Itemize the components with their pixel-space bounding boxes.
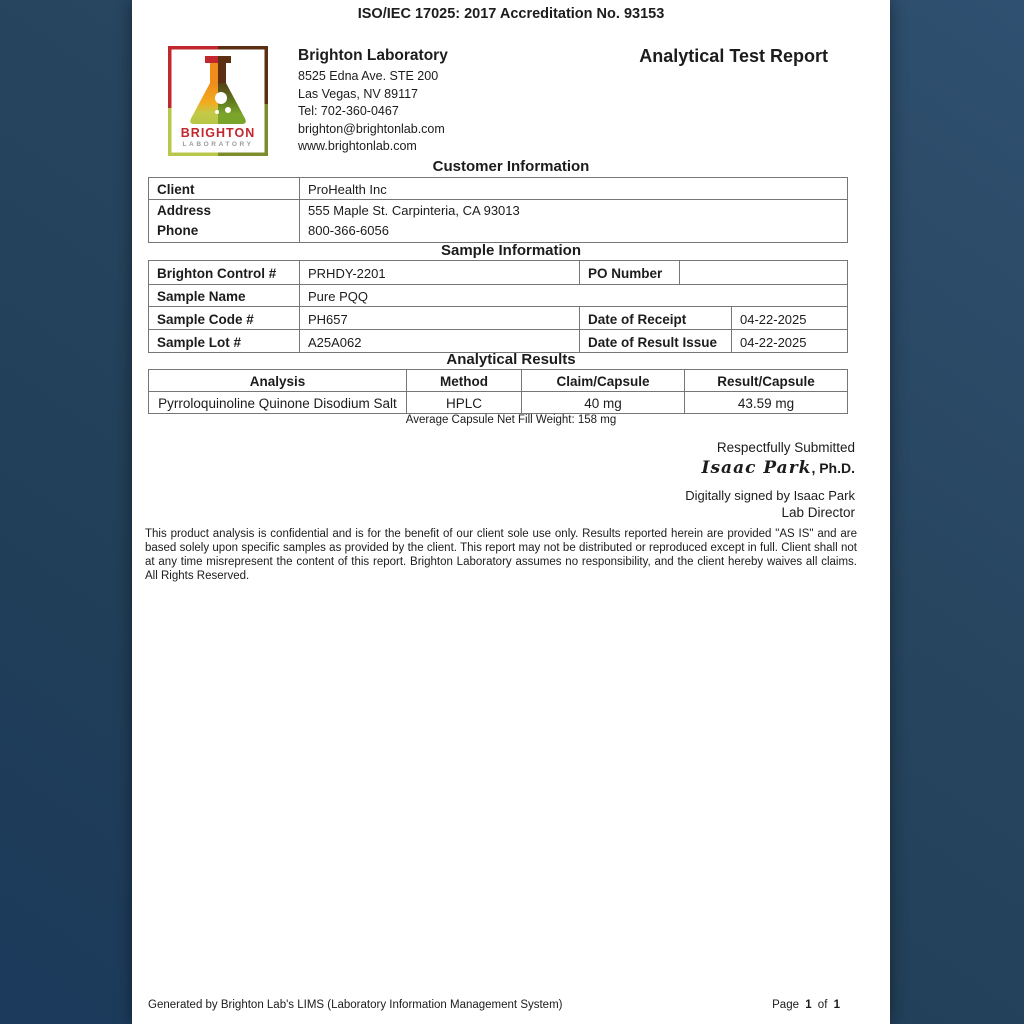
brighton-logo	[168, 46, 268, 156]
logo-sub-text: LABORATORY	[182, 141, 254, 148]
date-receipt-label: Date of Receipt	[579, 307, 731, 329]
signature-block	[685, 440, 855, 520]
table-row	[149, 306, 847, 329]
signature-script: Isaac Park	[701, 458, 812, 478]
lab-contact-block	[298, 46, 448, 156]
table-row	[149, 261, 847, 284]
sample-info-table	[148, 260, 848, 353]
column-header-claim: Claim/Capsule	[521, 370, 684, 391]
control-number-value: PRHDY-2201	[299, 261, 579, 284]
respectfully-submitted-text: Respectfully Submitted	[716, 440, 855, 455]
sample-name-value: Pure PQQ	[299, 285, 847, 306]
table-header-row	[149, 370, 847, 391]
lab-website: www.brightonlab.com	[298, 139, 417, 154]
table-row	[149, 199, 847, 242]
sample-code-value: PH657	[299, 307, 579, 329]
control-number-label: Brighton Control #	[157, 266, 277, 281]
disclaimer-text: This product analysis is confidential and is for the benefit of our client sole use only. Results reported herein are provided "AS IS" and are based solely upon specific samples as provided by the client. This report may not be distributed or reproduced except in full. Client shall not at any time misrepresent the content of this report. Brighton Laboratory assumes no responsibility, and the client hereby waives all claims. All Rights Reserved.	[145, 528, 857, 582]
customer-info-table	[148, 177, 848, 243]
date-issue-label: Date of Result Issue	[579, 330, 731, 352]
avg-fill-weight-note: Average Capsule Net Fill Weight: 158 mg	[405, 414, 617, 426]
table-row	[149, 284, 847, 306]
table-row	[149, 391, 847, 413]
report-title: Analytical Test Report	[639, 46, 828, 66]
of-word: of	[817, 999, 828, 1011]
phone-value: 800-366-6056	[308, 223, 389, 238]
page-word: Page	[772, 999, 799, 1011]
logo-brand-text: BRIGHTON	[180, 126, 256, 140]
report-page	[132, 0, 890, 1024]
lab-email: brighton@brightonlab.com	[298, 121, 445, 136]
page-number: 1	[805, 999, 812, 1011]
lab-address-line2: Las Vegas, NV 89117	[298, 86, 418, 101]
footer-generated-by: Generated by Brighton Lab's LIMS (Laboratory Information Management System)	[148, 999, 563, 1011]
date-issue-value: 04-22-2025	[731, 330, 847, 352]
analytical-results-title: Analytical Results	[446, 351, 576, 368]
column-header-result: Result/Capsule	[684, 370, 847, 391]
result-value: 43.59 mg	[684, 392, 847, 413]
address-phone-values	[299, 200, 847, 242]
analysis-value: Pyrroloquinoline Quinone Disodium Salt	[158, 396, 397, 411]
po-number-label: PO Number	[579, 261, 679, 284]
client-value: ProHealth Inc	[299, 178, 847, 199]
digitally-signed-text: Digitally signed by Isaac Park	[685, 488, 855, 503]
client-label: Client	[157, 182, 195, 197]
column-header-method: Method	[406, 370, 521, 391]
page-total: 1	[833, 999, 840, 1011]
address-label: Address	[157, 203, 212, 218]
accreditation-header: ISO/IEC 17025: 2017 Accreditation No. 93153	[357, 6, 665, 22]
lab-name: Brighton Laboratory	[298, 47, 448, 64]
signature-name-line	[685, 458, 855, 478]
table-row	[149, 329, 847, 352]
sample-lot-label: Sample Lot #	[157, 334, 242, 350]
sample-code-label: Sample Code #	[157, 311, 254, 327]
sample-lot-value: A25A062	[299, 330, 579, 352]
lab-address-line1: 8525 Edna Ave. STE 200	[298, 69, 439, 83]
table-row	[149, 178, 847, 199]
method-value: HPLC	[406, 392, 521, 413]
footer-page-indicator	[772, 999, 840, 1011]
column-header-analysis: Analysis	[249, 374, 306, 389]
address-value: 555 Maple St. Carpinteria, CA 93013	[308, 203, 520, 218]
claim-value: 40 mg	[521, 392, 684, 413]
analytical-results-table	[148, 369, 848, 414]
customer-info-title: Customer Information	[432, 158, 590, 175]
lab-director-text: Lab Director	[781, 505, 855, 520]
po-number-value	[679, 261, 847, 284]
sample-info-title: Sample Information	[440, 242, 582, 259]
sample-name-label: Sample Name	[157, 289, 246, 304]
phone-label: Phone	[157, 223, 199, 238]
lab-phone: Tel: 702-360-0467	[298, 104, 399, 119]
date-receipt-value: 04-22-2025	[731, 307, 847, 329]
address-phone-labels	[149, 200, 299, 242]
signature-credential: , Ph.D.	[811, 460, 855, 476]
